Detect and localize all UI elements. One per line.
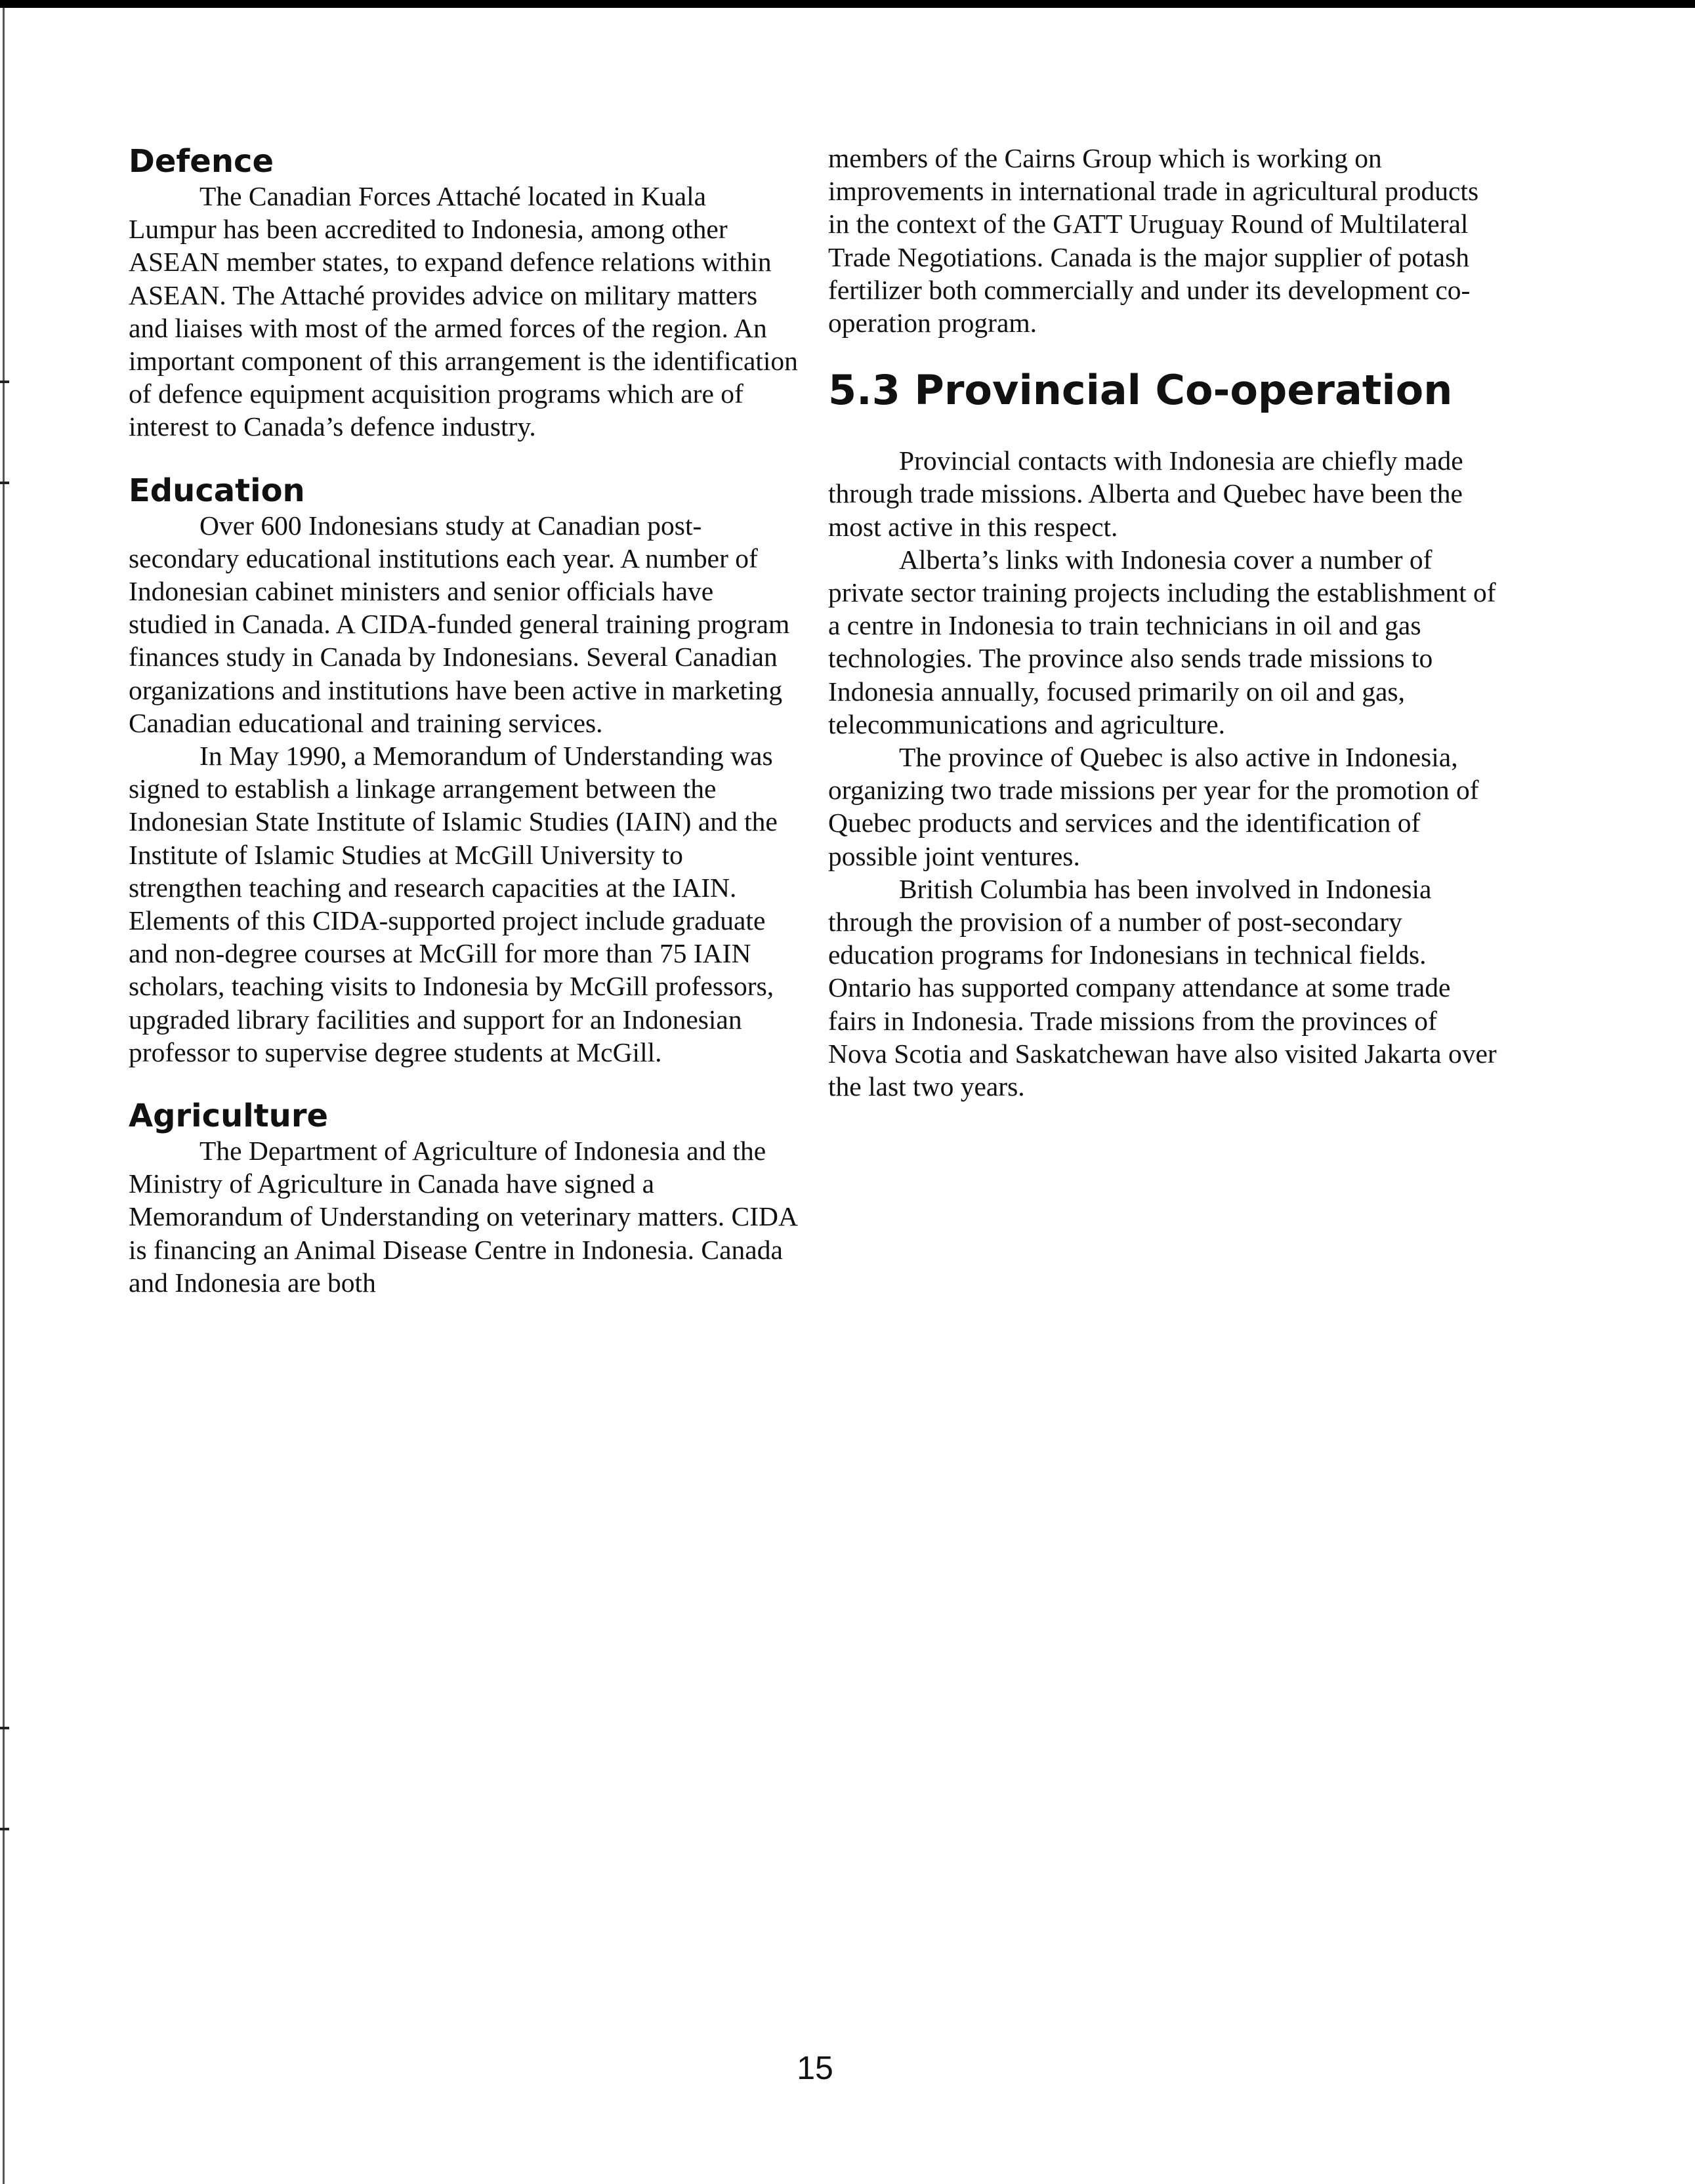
agriculture-heading: Agriculture: [129, 1098, 329, 1135]
agriculture-paragraph: The Department of Agriculture of Indonesia and the Ministry of Agriculture in Canada have signed a Memorandum of Understanding on veterinary matters. CIDA is financing an Animal Disease Centre in Indonesia. Canada and Indonesia are both: [129, 1136, 797, 1298]
binding-mark-top: [0, 381, 9, 383]
binding-mark-lower: [0, 1727, 9, 1729]
provincial-paragraph-2: Alberta’s links with Indonesia cover a number of private sector training projects including the establishment of a centre in Indonesia to train technicians in oil and gas technologies. The province also sends trade missions to Indonesia annually, focused primarily on oil and gas, telecommunications and agriculture.: [828, 544, 1496, 739]
left-column: [129, 143, 798, 1328]
binding-mark-mid: [0, 482, 9, 484]
provincial-paragraph-1: Provincial contacts with Indonesia are chiefly made through trade missions. Alberta and Quebec have been the most active in this respect.: [828, 445, 1463, 542]
education-paragraph-1: Over 600 Indonesians study at Canadian post-secondary educational institutions each year. A number of Indonesian cabinet ministers and senior officials have studied in Canada. A CIDA-funded general training program finances study in Canada by Indonesians. Several Canadian organizations and institutions have been active in marketing Canadian educational and training services.: [129, 510, 790, 738]
provincial-paragraph-3: The province of Quebec is also active in Indonesia, organizing two trade missions per year for the promotion of Quebec products and services and the identification of possible joint ventures.: [828, 742, 1479, 871]
agriculture-continuation: members of the Cairns Group which is working on improvements in international trade in agricultural products in the context of the GATT Uruguay Round of Multilateral Trade Negotiations. Canada is the major supplier of potash fertilizer both commercially and under its development co-operation program.: [828, 143, 1479, 339]
provincial-paragraph-4: British Columbia has been involved in Indonesia through the provision of a number of post-secondary education programs for Indonesians in technical fields. Ontario has supported company attendance at some trade fairs in Indonesia. Trade missions from the provinces of Nova Scotia and Saskatchewan have also visited Jakarta over the last two years.: [828, 873, 1497, 1102]
education-paragraph-2: In May 1990, a Memorandum of Understanding was signed to establish a linkage arrangement between the Indonesian State Institute of Islamic Studies (IAIN) and the Institute of Islamic Studies at McGill University to strengthen teaching and research capacities at the IAIN. Elements of this CIDA-supported project include graduate and non-degree courses at McGill for more than 75 IAIN scholars, teaching visits to Indonesia by McGill professors, upgraded library facilities and support for an Indonesian professor to supervise degree students at McGill.: [129, 741, 778, 1067]
right-column: [828, 142, 1497, 1103]
defence-heading: Defence: [129, 143, 274, 180]
provincial-cooperation-heading: 5.3 Provincial Co-operation: [828, 366, 1453, 415]
education-heading: Education: [129, 472, 305, 509]
page-number: 15: [797, 2050, 833, 2086]
defence-paragraph: The Canadian Forces Attaché located in Kuala Lumpur has been accredited to Indonesia, among other ASEAN member states, to expand defence relations within ASEAN. The Attaché provides advice on military matters and liaises with most of the armed forces of the region. An important component of this arrangement is the identification of defence equipment acquisition programs which are of interest to Canada’s defence industry.: [129, 181, 798, 442]
top-border: [0, 0, 1695, 8]
left-page-edge: [3, 8, 5, 2184]
binding-mark-bottom: [0, 1828, 9, 1830]
defence-section: [129, 143, 798, 443]
education-section: [129, 472, 798, 1069]
agriculture-section: [129, 1098, 798, 1299]
